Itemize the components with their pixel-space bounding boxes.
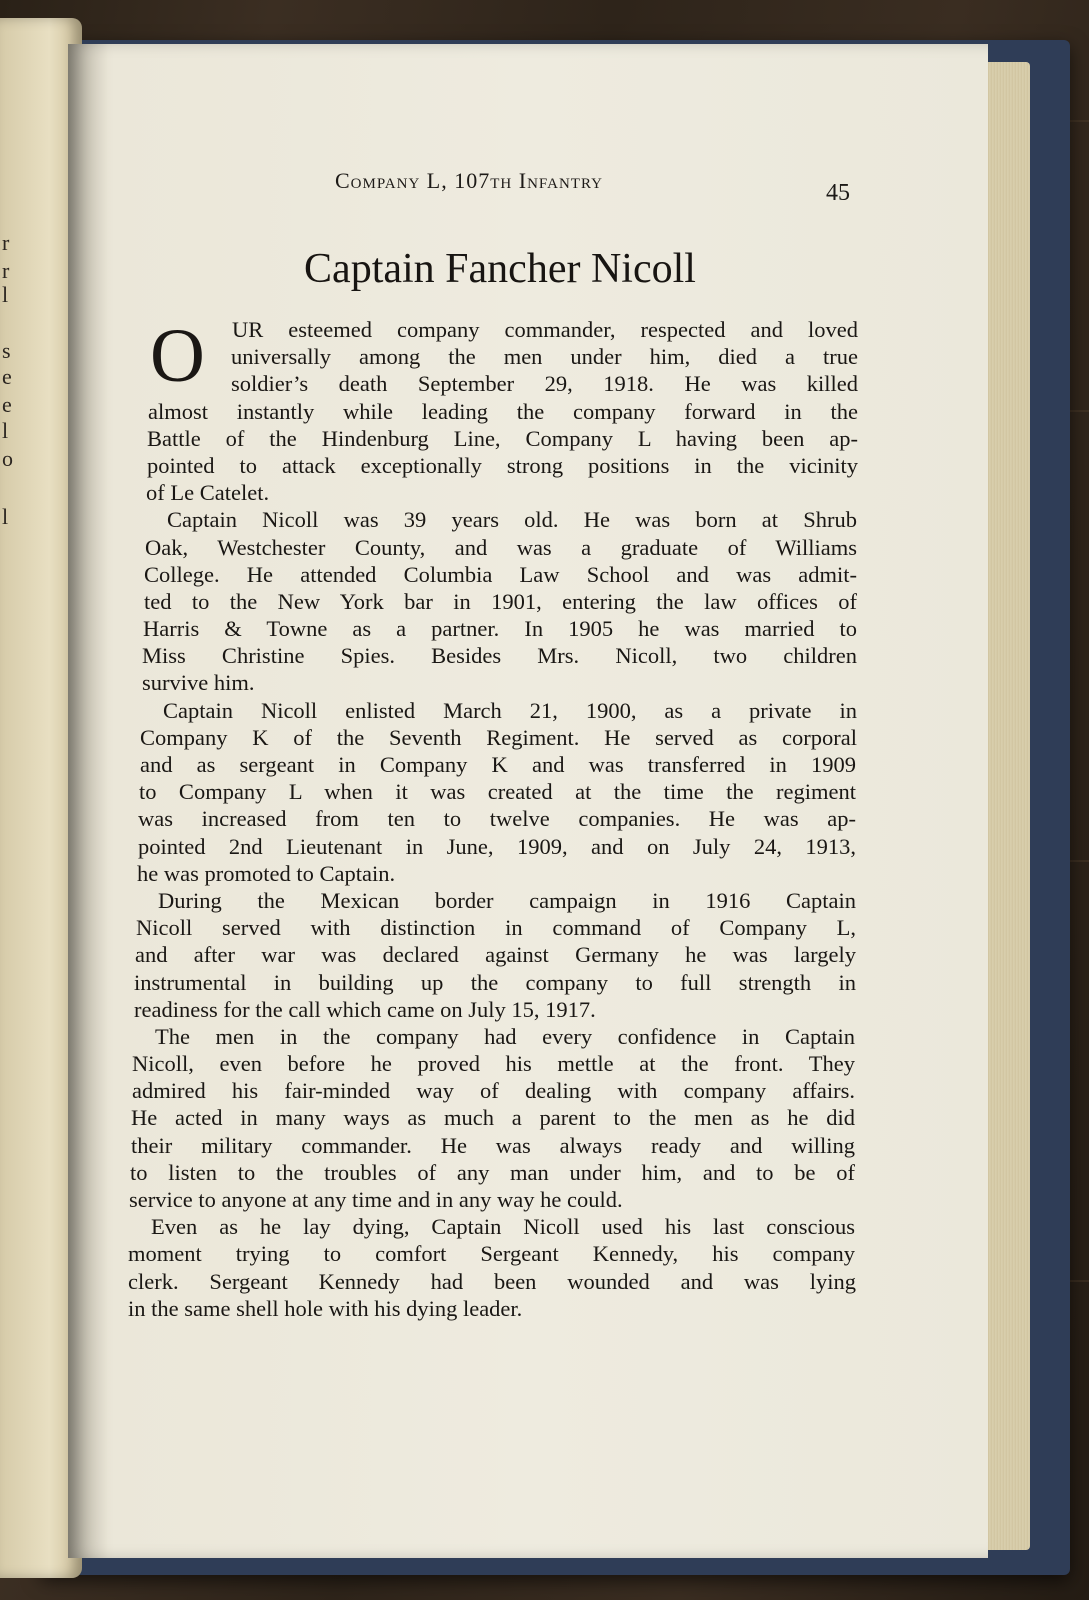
text-line: their military commander. He was always ready and willing <box>131 1132 855 1158</box>
text-line: universally among the men under him, died a true <box>231 344 858 370</box>
text-line: to Company L when it was created at the time the regiment <box>139 779 856 805</box>
text-line: moment trying to comfort Sergeant Kennedy, his company <box>128 1241 855 1267</box>
facing-page-edge: r r l s e e l o l <box>0 18 82 1578</box>
gutter-shadow <box>68 44 108 1558</box>
text-line: almost instantly while leading the company forward in the <box>148 398 858 424</box>
running-head-title: Company L, 107th Infantry <box>335 168 603 193</box>
text-line: Miss Christine Spies. Besides Mrs. Nicoll, two children <box>142 643 857 669</box>
text-line: instrumental in building up the company to full strength in <box>134 969 856 995</box>
text-line: Nicoll, even before he proved his mettle at the front. They <box>132 1051 855 1077</box>
text-line: Battle of the Hindenburg Line, Company L having been ap- <box>147 425 858 451</box>
text-line: admired his fair-minded way of dealing with company affairs. <box>132 1078 855 1104</box>
body-text <box>128 316 858 1322</box>
text-line: Even as he lay dying, Captain Nicoll used his last conscious <box>151 1214 855 1240</box>
text-line: service to anyone at any time and in any way he could. <box>129 1187 623 1212</box>
text-line: Oak, Westchester County, and was a graduate of Williams <box>145 534 857 560</box>
text-line: of Le Catelet. <box>146 480 270 506</box>
text-line: Nicoll served with distinction in command of Company L, <box>136 915 856 941</box>
text-line: Captain Nicoll enlisted March 21, 1900, as a private in <box>163 697 857 723</box>
text-line: ted to the New York bar in 1901, entering the law offices of <box>144 588 857 614</box>
text-line: During the Mexican border campaign in 1916 Captain <box>158 887 856 913</box>
text-line: Company K of the Seventh Regiment. He served as corporal <box>140 724 857 750</box>
text-line: survive him. <box>142 670 255 696</box>
text-line: to listen to the troubles of any man under him, and to be of <box>130 1159 855 1185</box>
text-line: readiness for the call which came on July 15, 1917. <box>134 996 596 1022</box>
text-line: pointed 2nd Lieutenant in June, 1909, and on July 24, 1913, <box>138 833 856 859</box>
drop-cap: O <box>150 314 205 398</box>
running-head <box>335 168 695 194</box>
paragraph-lines <box>128 316 858 1322</box>
text-line: he was promoted to Captain. <box>137 860 396 886</box>
page-number: 45 <box>826 180 850 206</box>
text-line: and after war was declared against Germany he was largely <box>135 942 856 968</box>
text-line: College. He attended Columbia Law School and was admit- <box>144 561 857 587</box>
text-line: He acted in many ways as much a parent to the men as he did <box>131 1105 855 1131</box>
text-line: The men in the company had every confidence in Captain <box>155 1023 855 1049</box>
text-line: clerk. Sergeant Kennedy had been wounded and was lying <box>128 1268 856 1294</box>
chapter-title: Captain Fancher Nicoll <box>304 246 696 292</box>
text-line: UR esteemed company commander, respected and loved <box>232 317 858 342</box>
text-line: and as sergeant in Company K and was transferred in 1909 <box>140 752 856 777</box>
text-line: soldier’s death September 29, 1918. He was killed <box>231 371 858 397</box>
text-line: Harris & Towne as a partner. In 1905 he was married to <box>143 616 857 642</box>
text-line: in the same shell hole with his dying leader. <box>128 1295 523 1321</box>
text-line: was increased from ten to twelve companies. He was ap- <box>138 806 856 832</box>
text-line: Captain Nicoll was 39 years old. He was born at Shrub <box>167 507 857 533</box>
text-line: pointed to attack exceptionally strong positions in the vicinity <box>147 452 858 478</box>
